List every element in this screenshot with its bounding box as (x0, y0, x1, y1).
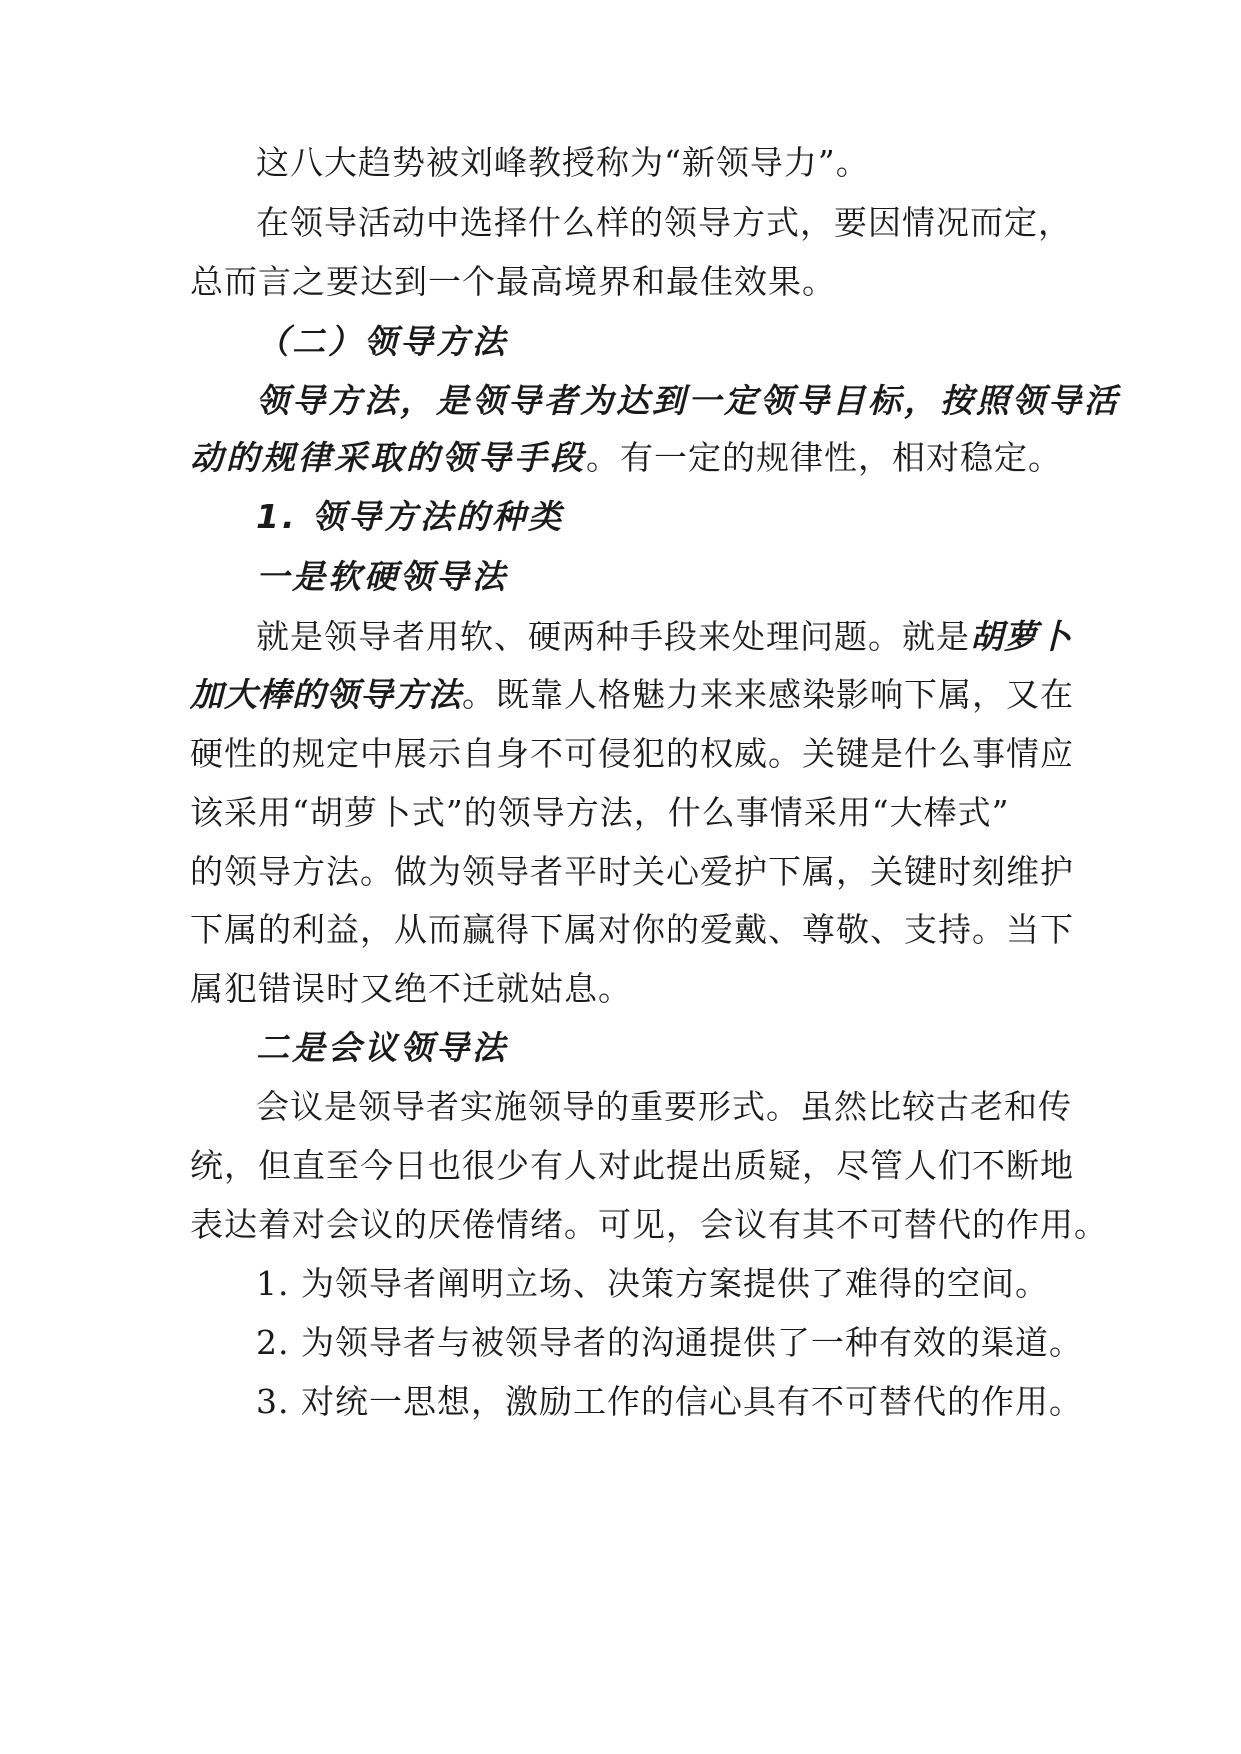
paragraph-line: 该采用“胡萝卜式”的领导方法，什么事情采用“大棒式” (190, 793, 1010, 832)
list-item: 2. 为领导者与被领导者的沟通提供了一种有效的渠道。 (256, 1323, 1083, 1362)
method-heading: 二是会议领导法 (256, 1028, 508, 1067)
method-heading: 一是软硬领导法 (256, 557, 508, 596)
paragraph-line (256, 617, 1072, 657)
emphasis-text: 加大棒的领导方法 (190, 675, 462, 714)
emphasis-text: 胡萝卜 (970, 617, 1072, 656)
paragraph-line: 这八大趋势被刘峰教授称为“新领导力”。 (256, 143, 870, 182)
paragraph-line: 统，但直至今日也很少有人对此提出质疑，尽管人们不断地 (190, 1146, 1074, 1185)
paragraph-line: 在领导活动中选择什么样的领导方式，要因情况而定， (256, 203, 1072, 242)
subsection-heading: 1. 领导方法的种类 (256, 497, 564, 536)
paragraph-line: 会议是领导者实施领导的重要形式。虽然比较古老和传 (256, 1087, 1072, 1126)
paragraph-line: 下属的利益，从而赢得下属对你的爱戴、尊敬、支持。当下 (190, 910, 1074, 949)
list-item: 3. 对统一思想，激励工作的信心具有不可替代的作用。 (256, 1382, 1083, 1421)
definition-line: 领导方法，是领导者为达到一定领导目标，按照领导活 (256, 381, 1120, 420)
section-heading: （二）领导方法 (256, 322, 508, 361)
emphasis-text: 动的规律采取的领导手段 (190, 438, 586, 477)
plain-text: 。有一定的规律性，相对稳定。 (586, 438, 1062, 477)
plain-text: 就是领导者用软、硬两种手段来处理问题。就是 (256, 617, 970, 656)
paragraph-line: 硬性的规定中展示自身不可侵犯的权威。关键是什么事情应 (190, 734, 1074, 773)
paragraph-line: 属犯错误时又绝不迁就姑息。 (190, 969, 632, 1008)
paragraph-line: 总而言之要达到一个最高境界和最佳效果。 (190, 262, 836, 301)
list-item: 1. 为领导者阐明立场、决策方案提供了难得的空间。 (256, 1264, 1049, 1303)
paragraph-line: 表达着对会议的厌倦情绪。可见，会议有其不可替代的作用。 (190, 1205, 1108, 1244)
plain-text: 。既靠人格魅力来来感染影响下属，又在 (462, 675, 1074, 714)
paragraph-line (190, 675, 1074, 715)
paragraph-line: 的领导方法。做为领导者平时关心爱护下属，关键时刻维护 (190, 852, 1074, 891)
definition-line (190, 438, 1062, 478)
